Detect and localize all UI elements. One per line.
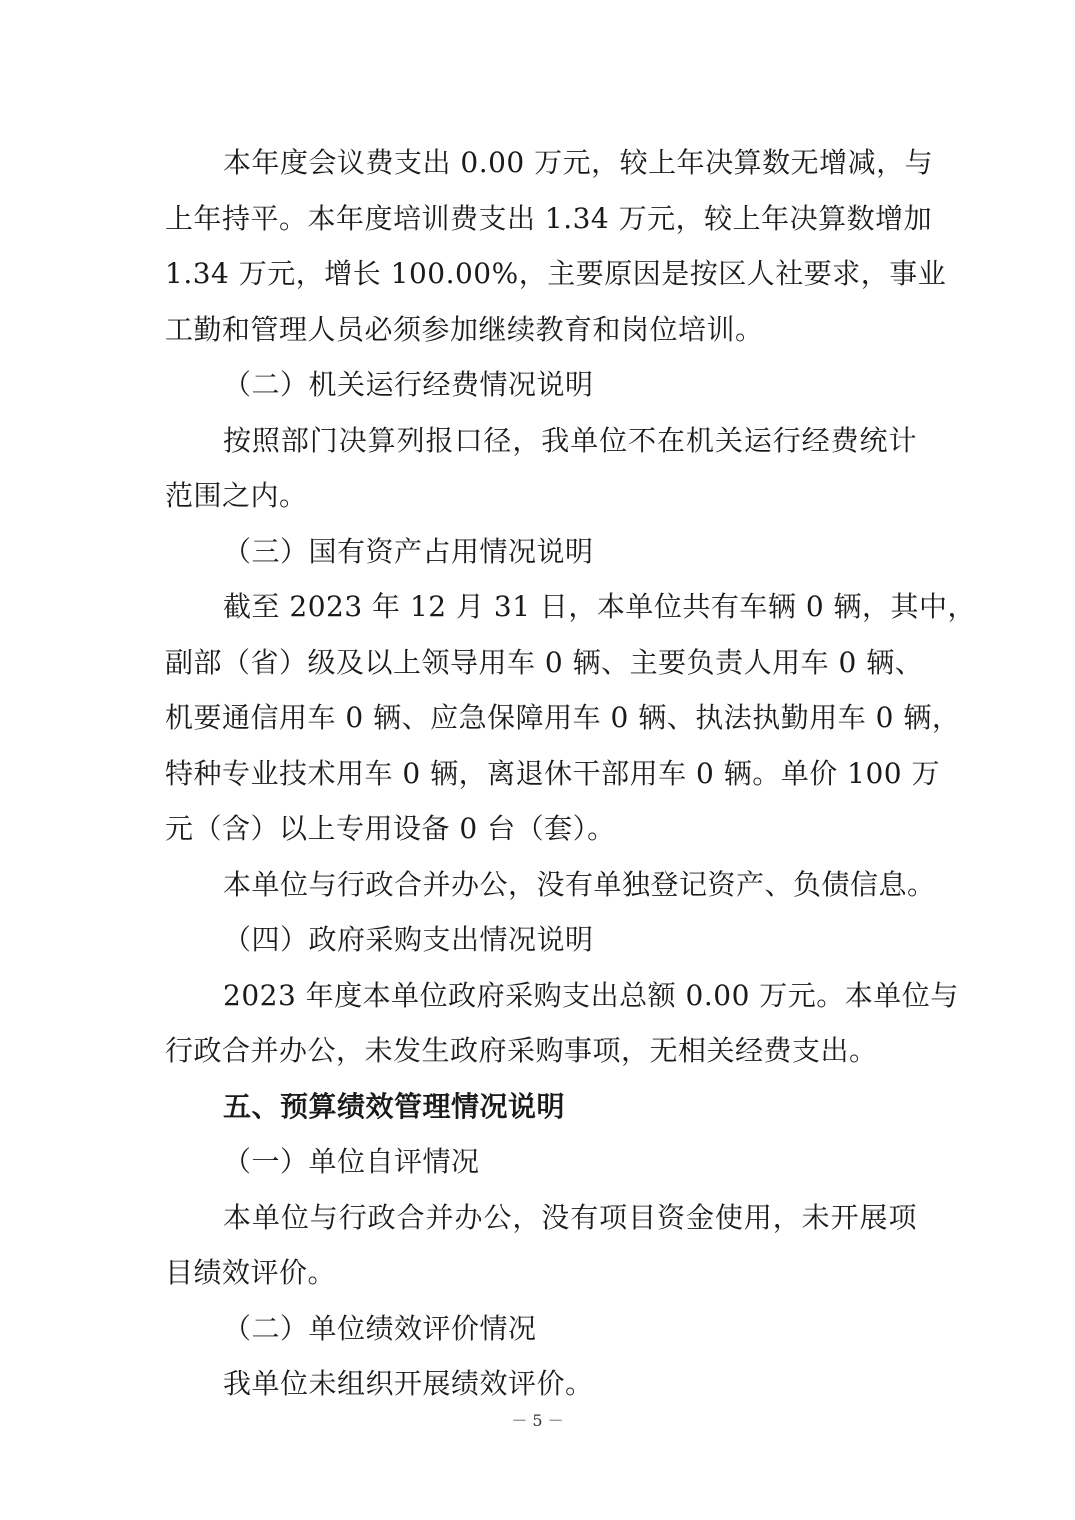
subsection-heading-caigou: （四）政府采购支出情况说明 [223,923,594,956]
page-number: － 5 － [511,1411,564,1430]
paragraph-line: 特种专业技术用车 0 辆，离退休干部用车 0 辆。单价 100 万 [165,756,940,790]
document-body [165,135,977,1412]
subsection-heading-jixiao: （二）单位绩效评价情况 [223,1311,537,1345]
subsection-heading-jiguan: （二）机关运行经费情况说明 [223,368,594,401]
paragraph-line: 副部（省）级及以上领导用车 0 辆、主要负责人用车 0 辆、 [165,645,924,679]
paragraph-line: 机要通信用车 0 辆、应急保障用车 0 辆、执法执勤用车 0 辆， [165,701,961,734]
paragraph-line: 行政合并办公，未发生政府采购事项，无相关经费支出。 [165,1034,878,1067]
paragraph-line: 本单位与行政合并办公，没有项目资金使用，未开展项 [223,1200,917,1234]
paragraph-line: 2023 年度本单位政府采购支出总额 0.00 万元。本单位与 [223,978,959,1012]
paragraph-line: 本单位与行政合并办公，没有单独登记资产、负债信息。 [223,867,936,901]
paragraph-line: 我单位未组织开展绩效评价。 [223,1367,594,1400]
paragraph-line: 本年度会议费支出 0.00 万元，较上年决算数无增减，与 [223,146,934,179]
paragraph-line: 范围之内。 [165,479,308,512]
paragraph-line: 目绩效评价。 [165,1256,337,1289]
paragraph-line: 按照部门决算列报口径，我单位不在机关运行经费统计 [223,423,917,457]
subsection-heading-guoyou: （三）国有资产占用情况说明 [223,534,594,568]
subsection-heading-ziping: （一）单位自评情况 [223,1145,480,1178]
paragraph-line: 上年持平。本年度培训费支出 1.34 万元，较上年决算数增加 [165,201,933,235]
paragraph-line: 截至 2023 年 12 月 31 日，本单位共有车辆 0 辆，其中， [223,590,977,623]
paragraph-line: 工勤和管理人员必须参加继续教育和岗位培训。 [165,312,764,346]
section-heading-five: 五、预算绩效管理情况说明 [223,1089,566,1123]
paragraph-line: 元（含）以上专用设备 0 台（套）。 [165,812,616,845]
paragraph-line: 1.34 万元，增长 100.00%，主要原因是按区人社要求，事业 [165,257,947,290]
